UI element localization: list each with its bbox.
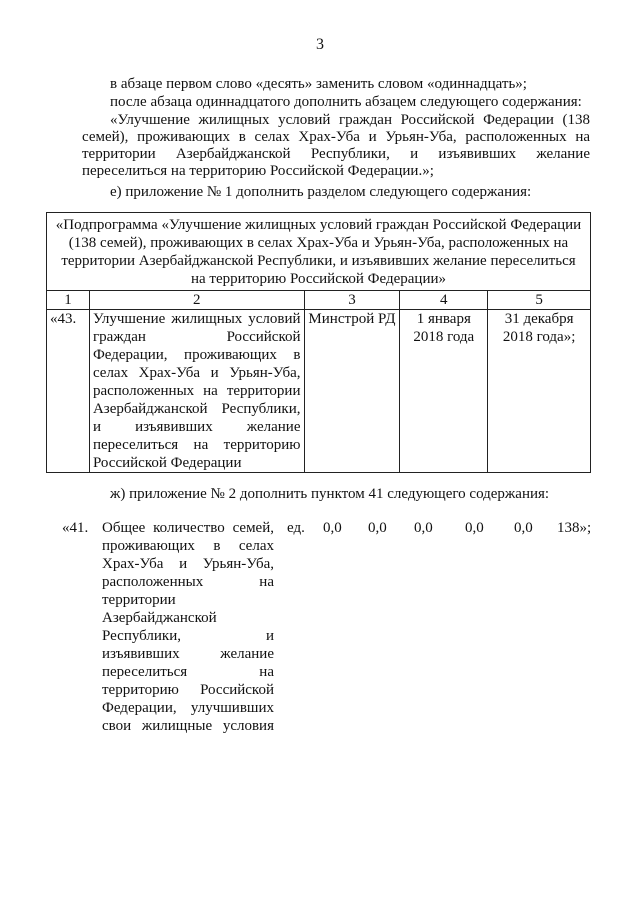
start-date: 1 января 2018 года — [400, 310, 488, 473]
value: 0,0 — [414, 520, 433, 536]
value: 0,0 — [323, 520, 342, 536]
value: 0,0 — [465, 520, 484, 536]
column-number: 1 — [47, 291, 90, 310]
appendix1-table — [46, 212, 591, 473]
paragraph-zh: ж) приложение № 2 дополнить пунктом 41 следующего содержания: — [110, 486, 550, 502]
column-number: 4 — [400, 291, 488, 310]
value: 138»; — [557, 520, 592, 536]
table-row — [47, 310, 591, 473]
column-number: 3 — [304, 291, 400, 310]
page-number: 3 — [316, 36, 324, 53]
executor: Минстрой РД — [304, 310, 400, 473]
paragraph-replace-word: в абзаце первом слово «десять» заменить словом «одиннадцать»; — [110, 76, 527, 92]
paragraph-e: е) приложение № 1 дополнить разделом следующего содержания: — [110, 184, 532, 200]
paragraph-quoted: «Улучшение жилищных условий граждан Российской Федерации (138 семей), проживающих в селах Храх-Уба и Урьян-Уба, расположенных на территории Азербайджанской Республики, и изъявивших желание переселиться на территорию Российской Федерации.»; — [82, 112, 590, 179]
value: 0,0 — [514, 520, 533, 536]
paragraph-add-abzac: после абзаца одиннадцатого дополнить абзацем следующего содержания: — [110, 94, 582, 110]
column-number: 5 — [488, 291, 591, 310]
unit: ед. — [287, 520, 305, 536]
value: 0,0 — [368, 520, 387, 536]
indicator-text: Общее количество семей, проживающих в селах Храх-Уба и Урьян-Уба, расположенных на территории Азербайджанской Республики, и изъявивших желание переселиться на территорию Российской Федерации, улучшивших свои жилищные условия — [102, 520, 274, 734]
measure-name: Улучшение жилищных условий граждан Российской Федерации, проживающих в селах Храх-Уба и Урьян-Уба, расположенных на территории Азербайджанской Республики, и изъявивших желание переселиться на территорию Российской Федерации — [89, 310, 304, 473]
table-header-row — [47, 213, 591, 291]
subprogram-header: «Подпрограмма «Улучшение жилищных условий граждан Российской Федерации (138 семей), проживающих в селах Храх-Уба и Урьян-Уба, расположенных на территории Азербайджанской Республики, и изъявивших желание переселиться на территорию Российской Федерации» — [47, 213, 591, 291]
end-date: 31 декабря 2018 года»; — [488, 310, 591, 473]
row-number: «43. — [47, 310, 90, 473]
item-number: «41. — [62, 520, 89, 536]
column-number: 2 — [89, 291, 304, 310]
column-numbers-row — [47, 291, 591, 310]
